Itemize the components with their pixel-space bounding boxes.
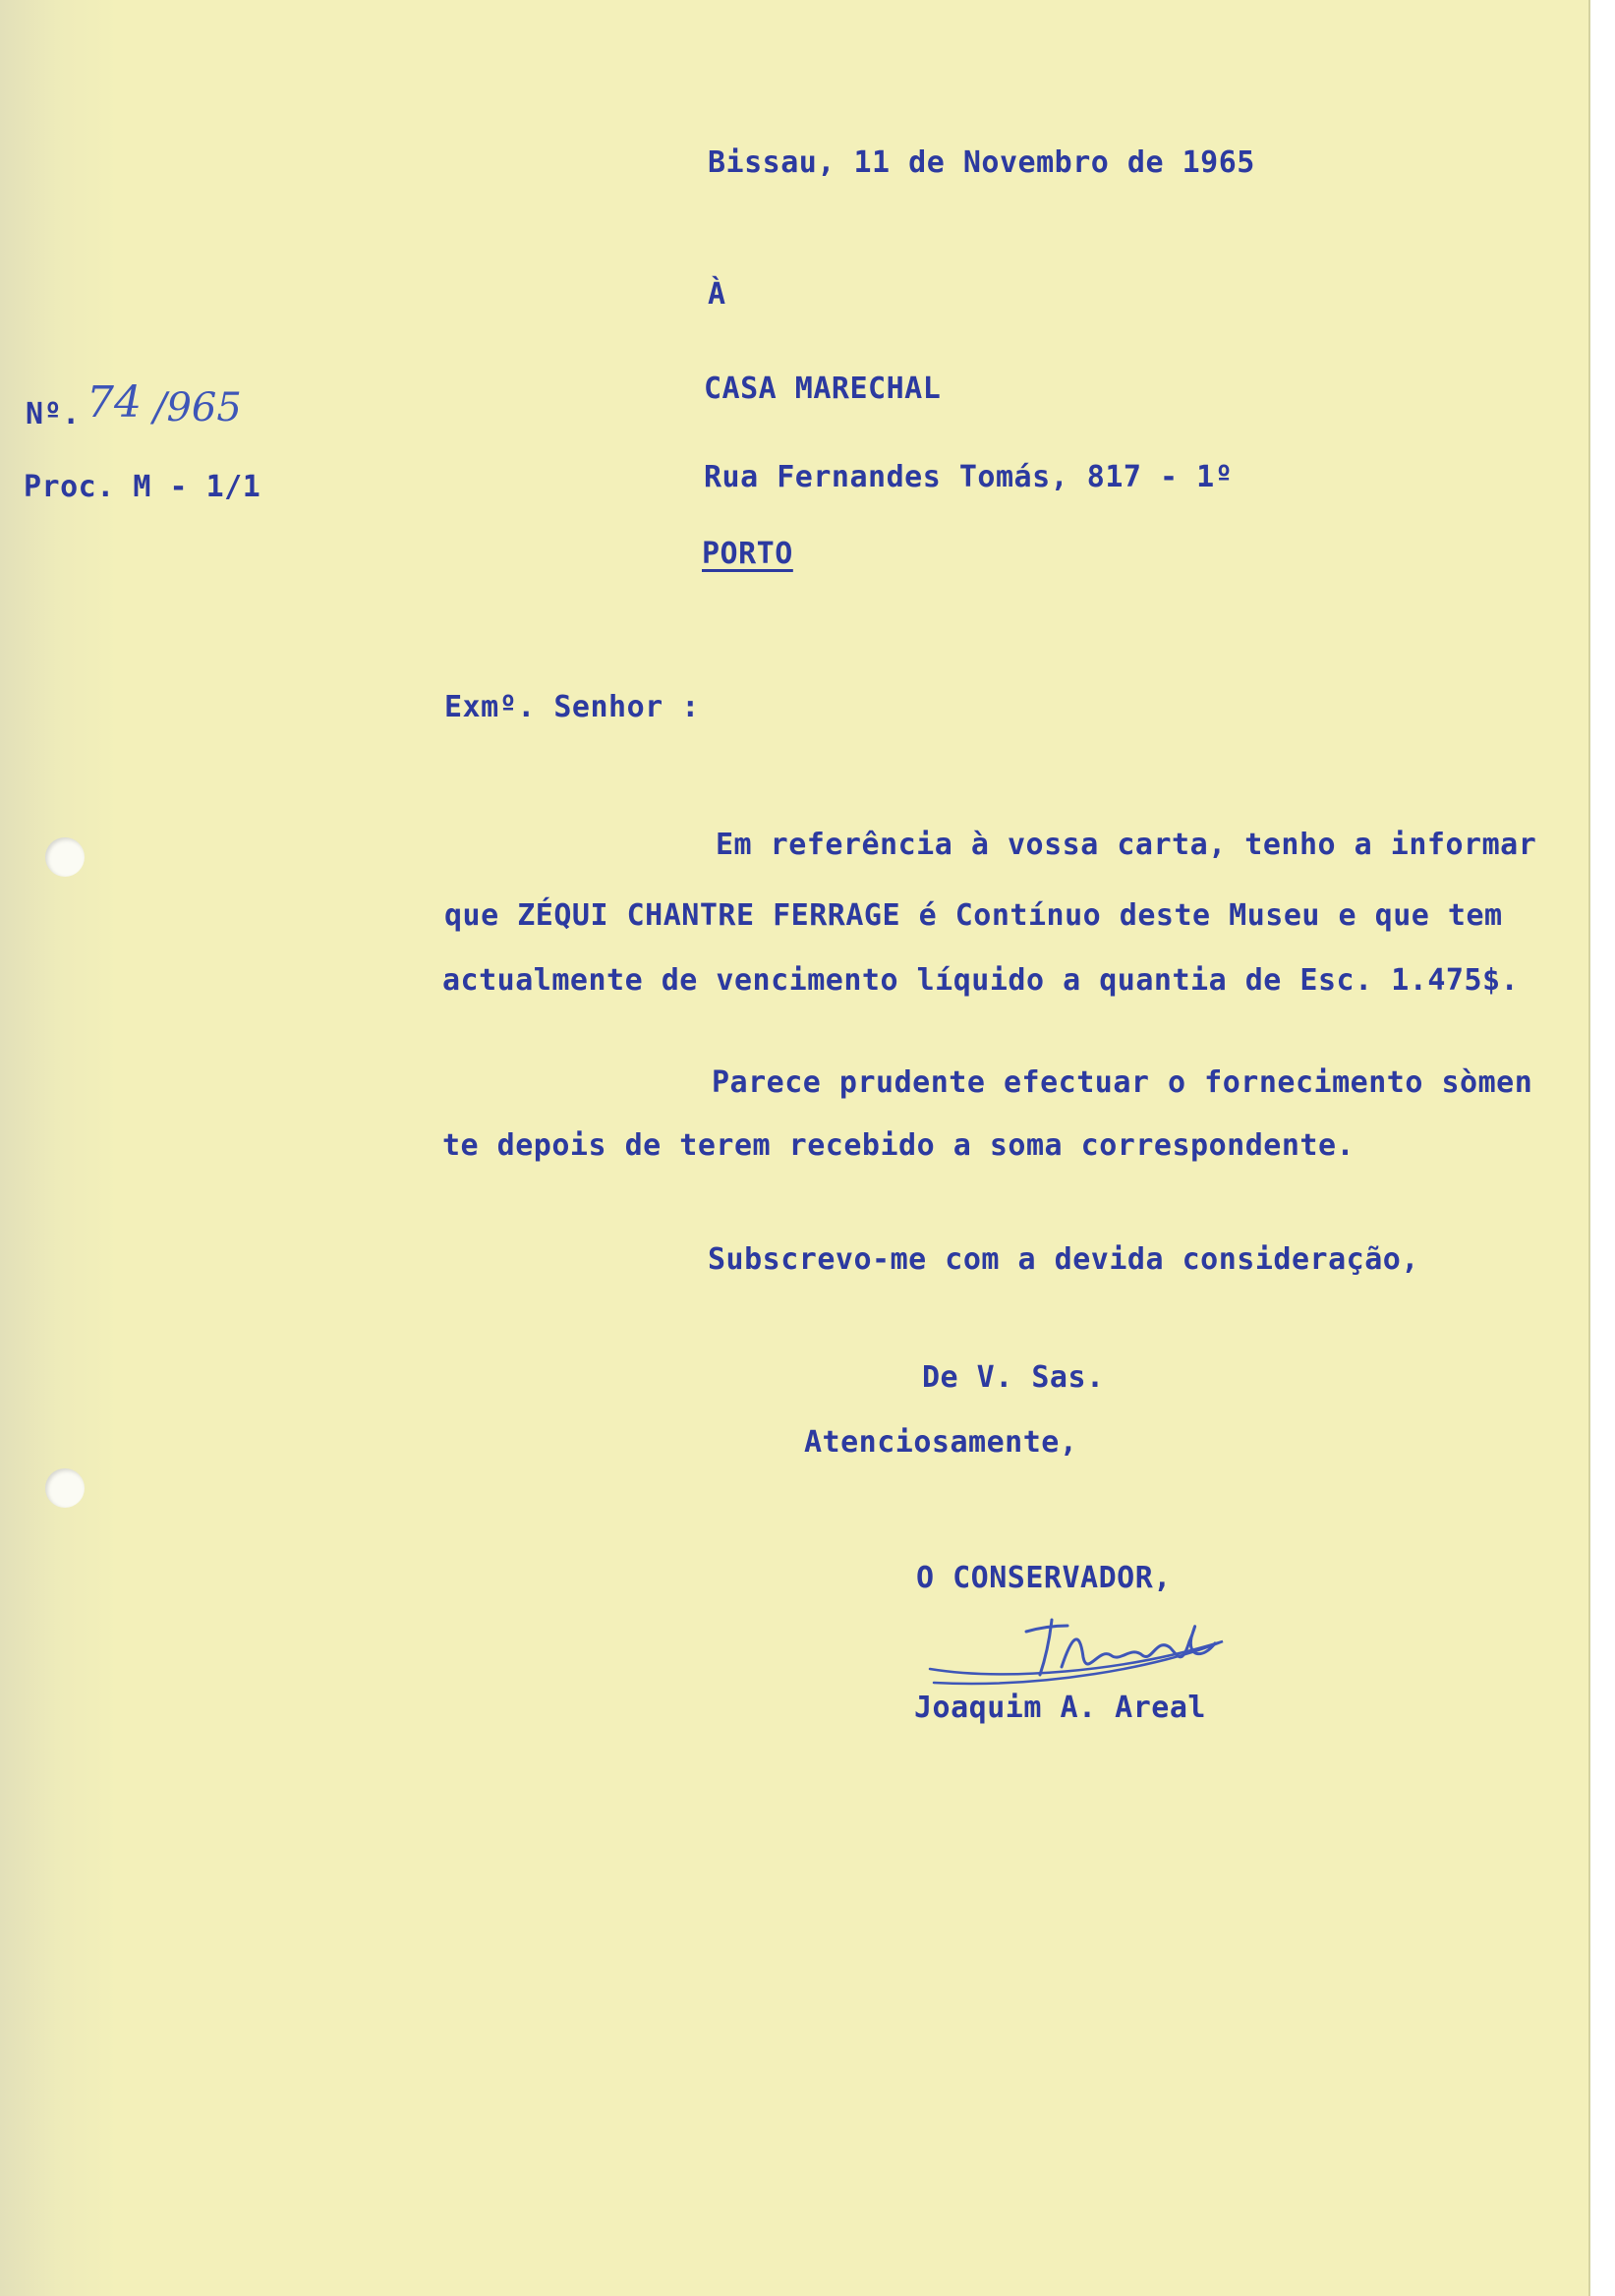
process-reference: Proc. M - 1/1: [24, 470, 261, 504]
handwritten-signature: [924, 1598, 1239, 1696]
reference-number-handwritten: 74: [87, 377, 142, 428]
recipient-prefix: À: [708, 277, 726, 312]
paragraph1-line1: Em referência à vossa carta, tenho a informar: [716, 828, 1537, 862]
closing-line: Subscrevo-me com a devida consideração,: [708, 1242, 1419, 1277]
recipient-city: PORTO: [702, 537, 793, 571]
date-line: Bissau, 11 de Novembro de 1965: [708, 145, 1255, 180]
paragraph2-line1: Parece prudente efectuar o fornecimento sòmen: [712, 1065, 1533, 1100]
recipient-street: Rua Fernandes Tomás, 817 - 1º: [704, 460, 1234, 494]
paragraph1-line3: actualmente de vencimento líquido a quantia de Esc. 1.475$.: [442, 963, 1520, 998]
signer-title: O CONSERVADOR,: [916, 1561, 1172, 1595]
paragraph1-line2: que ZÉQUI CHANTRE FERRAGE é Contínuo deste Museu e que tem: [444, 898, 1503, 933]
courtesy-line-2: Atenciosamente,: [804, 1425, 1078, 1460]
recipient-name: CASA MARECHAL: [704, 372, 942, 406]
salutation: Exmº. Senhor :: [444, 690, 700, 724]
punch-hole-bottom: [45, 1468, 85, 1508]
signer-name: Joaquim A. Areal: [914, 1691, 1206, 1725]
paragraph2-line2: te depois de terem recebido a soma correspondente.: [442, 1128, 1355, 1163]
reference-number-label: Nº.: [26, 397, 81, 431]
punch-hole-top: [45, 837, 85, 877]
reference-number-year: /965: [153, 385, 242, 430]
page-edge: [1590, 0, 1615, 2296]
courtesy-line-1: De V. Sas.: [922, 1360, 1105, 1395]
